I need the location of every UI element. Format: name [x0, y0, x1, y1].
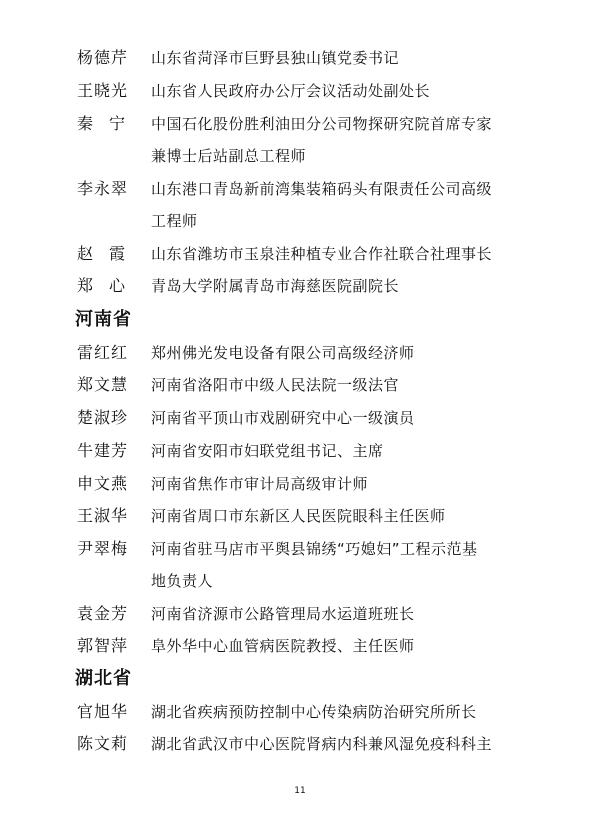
person-name-char: 秦 — [77, 114, 94, 133]
person-name: 官旭华 — [77, 702, 129, 721]
person-title: 河南省平顶山市戏剧研究中心一级演员 — [151, 409, 415, 427]
person-title: 中国石化股份胜利油田分公司物探研究院首席专家 — [151, 115, 493, 133]
person-name: 郑文慧 — [77, 375, 129, 394]
person-name — [77, 246, 125, 262]
person-title: 河南省洛阳市中级人民法院一级法官 — [151, 376, 400, 394]
person-title: 河南省焦作市审计局高级审计师 — [151, 475, 369, 493]
person-title: 山东港口青岛新前湾集装箱码头有限责任公司高级 — [151, 180, 493, 198]
person-name: 陈文莉 — [77, 734, 129, 753]
person-name: 王晓光 — [77, 81, 129, 100]
person-name-char: 宁 — [108, 114, 125, 133]
section-heading-hubei: 湖北省 — [75, 668, 132, 689]
person-name-char: 心 — [108, 276, 125, 295]
person-title: 青岛大学附属青岛市海慈医院副院长 — [151, 277, 400, 295]
person-name: 楚淑珍 — [77, 408, 129, 427]
person-title: 湖北省武汉市中心医院肾病内科兼风湿免疫科科主 — [151, 735, 493, 753]
person-name: 郭智萍 — [77, 636, 129, 655]
person-name: 杨德芹 — [77, 48, 129, 67]
person-name: 王淑华 — [77, 506, 129, 525]
person-title: 山东省菏泽市巨野县独山镇党委书记 — [151, 49, 400, 67]
person-name-char: 赵 — [77, 244, 94, 263]
person-title-continued: 兼博士后站副总工程师 — [151, 147, 307, 165]
person-title: 河南省安阳市妇联党组书记、主席 — [151, 442, 384, 460]
person-title: 山东省人民政府办公厅会议活动处副处长 — [151, 82, 431, 100]
person-name: 李永翠 — [77, 179, 129, 198]
person-name: 尹翠梅 — [77, 539, 129, 558]
person-name: 申文燕 — [77, 474, 129, 493]
person-name-char: 郑 — [77, 276, 94, 295]
person-title: 湖北省疾病预防控制中心传染病防治研究所所长 — [151, 703, 477, 721]
section-heading-henan: 河南省 — [75, 309, 132, 330]
person-title: 河南省驻马店市平舆县锦绣“巧媳妇”工程示范基 — [151, 540, 478, 558]
person-title: 阜外华中心血管病医院教授、主任医师 — [151, 637, 415, 655]
person-name-char: 霞 — [108, 244, 125, 263]
person-name: 牛建芳 — [77, 441, 129, 460]
person-name: 袁金芳 — [77, 604, 129, 623]
person-title: 郑州佛光发电设备有限公司高级经济师 — [151, 344, 415, 362]
person-title-continued: 工程师 — [151, 212, 198, 230]
person-title: 山东省潍坊市玉泉洼种植专业合作社联合社理事长 — [151, 245, 493, 263]
page-number: 11 — [294, 786, 306, 796]
person-title-continued: 地负责人 — [151, 572, 214, 590]
person-name — [77, 278, 125, 294]
person-title: 河南省周口市东新区人民医院眼科主任医师 — [151, 507, 446, 525]
person-name: 雷红红 — [77, 343, 129, 362]
person-name — [77, 116, 125, 132]
person-title: 河南省济源市公路管理局水运道班班长 — [151, 605, 415, 623]
